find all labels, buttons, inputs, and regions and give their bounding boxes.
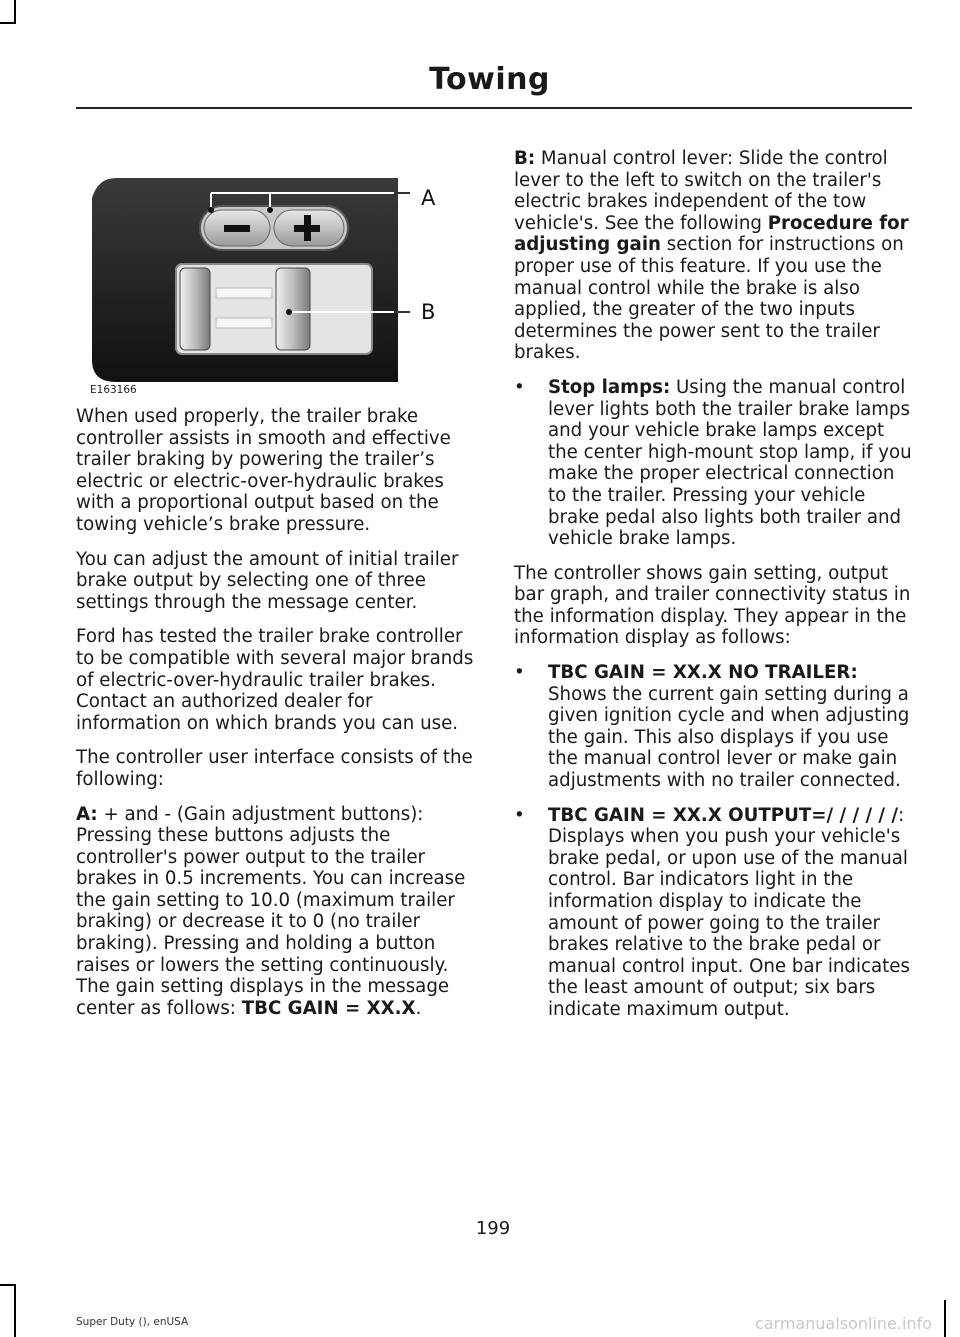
page-number: 199 [475, 1218, 511, 1239]
no-trailer-label: TBC GAIN = XX.X NO TRAILER: [548, 662, 858, 684]
bullet-icon: • [514, 376, 525, 398]
no-trailer-text: Shows the current gain setting during a given ignition cycle and when adjusting the gain. This also displays if you use the manual control lever or make gain adjustments with no trailer connected. [548, 683, 910, 792]
label-a: A: [76, 803, 98, 825]
callout-b: B [421, 300, 436, 324]
bullet-no-trailer [514, 662, 912, 792]
crop-mark [944, 1300, 946, 1337]
page-title: Towing [429, 62, 550, 97]
trailer-brake-controller-illustration [76, 148, 474, 400]
paragraph-initial-output: You can adjust the amount of initial trailer brake output by selecting one of three settings through the message center. [76, 548, 459, 613]
output-label: TBC GAIN = XX.X OUTPUT=/ / / / / / [548, 804, 899, 826]
manual-control-lever [276, 268, 310, 350]
bullet-icon: • [514, 804, 525, 826]
crop-mark [0, 22, 16, 24]
paragraph-display: The controller shows gain setting, output bar graph, and trailer connectivity status in the information display. They appear in the information display as follows: [514, 562, 911, 649]
stop-lamps-text: Using the manual control lever lights both the trailer brake lamps and your vehicle brake lamps except the center high-mount stop lamp, if you make the proper electrical connection to the trailer. Pressing your vehicle brake pedal also lights both trailer and vehicle brake lamps. [548, 376, 912, 550]
item-a-text: + and - (Gain adjustment buttons): Pressing these buttons adjusts the controller's power output to the trailer brakes in 0.5 increments. You can increase the gain setting to 10.0 (maximum trailer braking) or decrease it to 0 (no trailer braking). Pressing and holding a button raises or lowers the setting continuously. The gain setting displays in the message center as follows: [76, 803, 466, 1019]
left-column [76, 148, 474, 1032]
tbc-gain-code: TBC GAIN = XX.X [241, 997, 416, 1019]
lever-slot-left [180, 268, 210, 350]
bullet-icon: • [514, 662, 525, 684]
watermark: carmanualsonline.info [754, 1314, 932, 1333]
stop-lamps-label: Stop lamps: [548, 376, 671, 398]
right-column [514, 148, 912, 1034]
item-a-end: . [415, 997, 422, 1019]
header-divider [76, 107, 912, 109]
paragraph-intro: When used properly, the trailer brake controller assists in smooth and effective trailer braking by powering the trailer’s electric or electric-over-hydraulic brakes with a proportional output based on the towing vehicle’s brake pressure. [76, 406, 451, 535]
paragraph-interface: The controller user interface consists of the following: [76, 747, 473, 790]
item-b-text-1: Manual control lever: Slide the control lever to the left to switch on the trailer's electric brakes independent of the tow vehicle's. See the following [514, 148, 888, 234]
bullet-output [514, 805, 912, 1021]
crop-mark [14, 1284, 16, 1337]
paragraph-item-b [514, 148, 912, 364]
callout-a: A [421, 186, 436, 210]
label-b: B: [514, 148, 536, 169]
paragraph-compatibility: Ford has tested the trailer brake controller to be compatible with several major brands of electric-over-hydraulic trailer brakes. Contact an authorized dealer for information on which brands you can use. [76, 626, 474, 734]
bullet-stop-lamps [514, 377, 912, 550]
output-text: : Displays when you push your vehicle's brake pedal, or upon use of the manual control. Bar indicators light in the information display to indicate the amount of power going to the trailer brakes relative to the brake pedal or manual control input. One bar indicates the least amount of output; six bars indicate maximum output. [548, 804, 910, 1020]
crop-mark [14, 0, 16, 24]
procedure-reference: Procedure for adjusting gain [514, 212, 909, 256]
item-b-text-2: section for instructions on proper use of this feature. If you use the manual control while the brake is also applied, the greater of the two inputs determines the power sent to the trailer brakes. [514, 234, 904, 364]
footer-edition: Super Duty (), enUSA [76, 1316, 189, 1328]
paragraph-item-a [76, 804, 474, 1020]
figure-id: E163166 [90, 384, 137, 397]
trailer-brake-controller-figure [76, 148, 474, 400]
minus-icon [224, 225, 250, 232]
crop-mark [0, 1284, 16, 1286]
